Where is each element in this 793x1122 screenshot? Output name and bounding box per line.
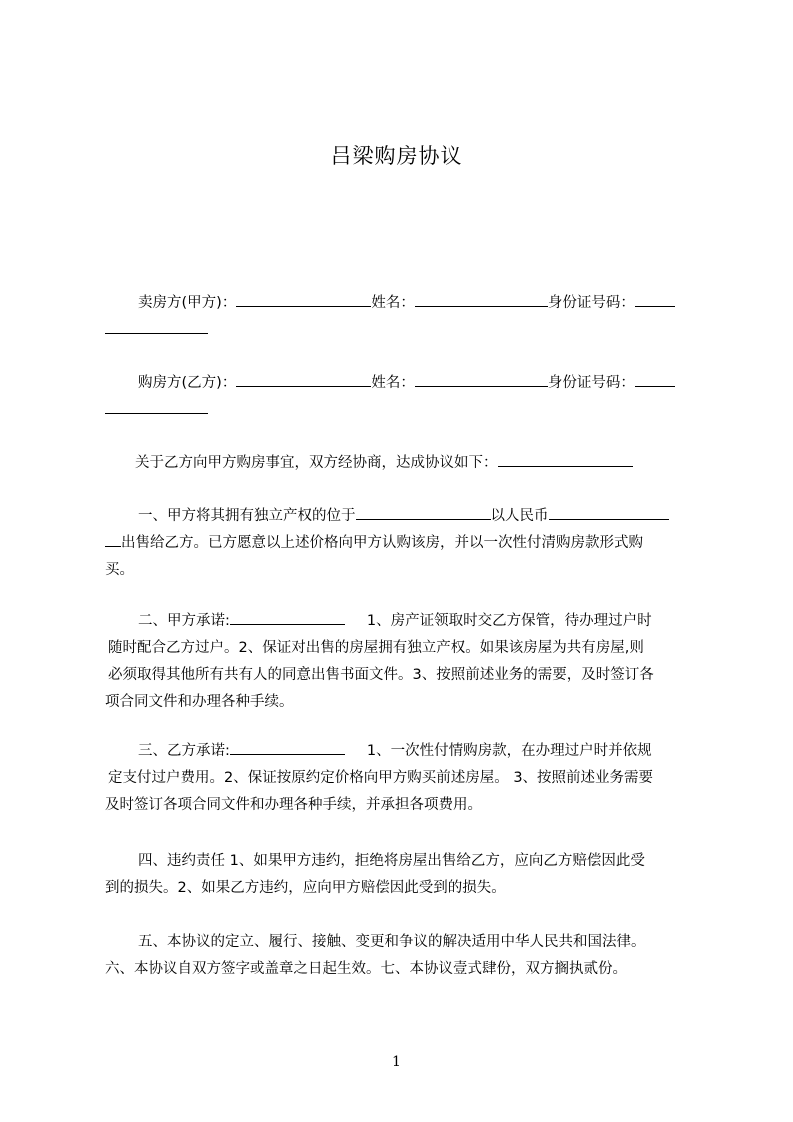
clause-5-line-1: 五、本协议的定立、履行、接触、变更和争议的解决适用中华人民共和国法律。 — [138, 934, 646, 950]
buyer-label: 购房方(乙方)： — [138, 375, 237, 391]
clause-2-blank[interactable] — [230, 609, 345, 625]
buyer-name-label: 姓名： — [371, 375, 415, 391]
clause-1-line-3: 买。 — [105, 562, 134, 578]
clause-2-line-3: 必须取得其他所有共有人的同意出售书面文件。3、按照前述业务的需要，及时签订各 — [108, 667, 654, 683]
seller-name-label: 姓名： — [371, 295, 415, 311]
intro-blank[interactable] — [498, 451, 633, 467]
clause-4-line-1: 四、违约责任 1、如果甲方违约，拒绝将房屋出售给乙方，应向乙方赔偿因此受 — [138, 853, 645, 869]
clause-4 — [105, 848, 700, 902]
seller-label: 卖房方(甲方)： — [138, 295, 237, 311]
clause-1 — [105, 503, 700, 584]
clause-2 — [105, 608, 700, 716]
document-title: 吕梁购房协议 — [330, 144, 463, 168]
clause-1-location-blank[interactable] — [356, 504, 491, 520]
clause-2-text-a: 二、甲方承诺: — [138, 613, 230, 629]
page-number: 1 — [392, 1054, 401, 1070]
clause-1-price-blank[interactable] — [549, 504, 669, 520]
clause-4-line-2: 到的损失。2、如果乙方违约，应向甲方赔偿因此受到的损失。 — [105, 880, 506, 896]
clause-2-line-2: 随时配合乙方过户。2、保证对出售的房屋拥有独立产权。如果该房屋为共有房屋,则 — [108, 640, 644, 656]
clause-1-text-a: 一、甲方将其拥有独立产权的位于 — [138, 508, 356, 524]
clause-2-text-b: 1、房产证领取时交乙方保管，待办理过户时 — [366, 613, 652, 629]
clause-3-text-b: 1、一次性付情购房款，在办理过户时并依规 — [366, 743, 652, 759]
intro-paragraph — [105, 450, 700, 477]
buyer-id-label: 身份证号码： — [547, 375, 635, 391]
clause-1-price-blank-continued[interactable] — [105, 531, 121, 547]
clause-1-line-2: 出售给乙方。已方愿意以上述价格向甲方认购该房，并以一次性付清购房款形式购 — [121, 535, 643, 551]
clause-5 — [105, 929, 700, 983]
buyer-info — [105, 370, 700, 424]
buyer-blank[interactable] — [236, 371, 371, 387]
clause-3-line-2: 定支付过户费用。2、保证按原约定价格向甲方购买前述房屋。 3、按照前述业务需要 — [108, 770, 654, 786]
clause-2-line-4: 项合同文件和办理各种手续。 — [105, 694, 294, 710]
seller-blank[interactable] — [236, 291, 371, 307]
buyer-id-blank-continued[interactable] — [105, 398, 208, 414]
buyer-id-blank[interactable] — [635, 371, 675, 387]
intro-text: 关于乙方向甲方购房事宜，双方经协商，达成协议如下： — [135, 455, 498, 471]
clause-5-line-2: 六、本协议自双方签字或盖章之日起生效。七、本协议壹式肆份，双方搁执贰份。 — [105, 961, 627, 977]
clause-3-blank[interactable] — [230, 739, 345, 755]
buyer-name-blank[interactable] — [415, 371, 548, 387]
seller-name-blank[interactable] — [415, 291, 548, 307]
clause-3-text-a: 三、乙方承诺: — [138, 743, 230, 759]
seller-info — [105, 290, 700, 344]
clause-3-line-3: 及时签订各项合同文件和办理各种手续，并承担各项费用。 — [105, 797, 482, 813]
clause-3 — [105, 738, 700, 819]
seller-id-label: 身份证号码： — [547, 295, 635, 311]
seller-id-blank[interactable] — [635, 291, 675, 307]
clause-1-text-b: 以人民币 — [490, 508, 549, 524]
seller-id-blank-continued[interactable] — [105, 318, 208, 334]
